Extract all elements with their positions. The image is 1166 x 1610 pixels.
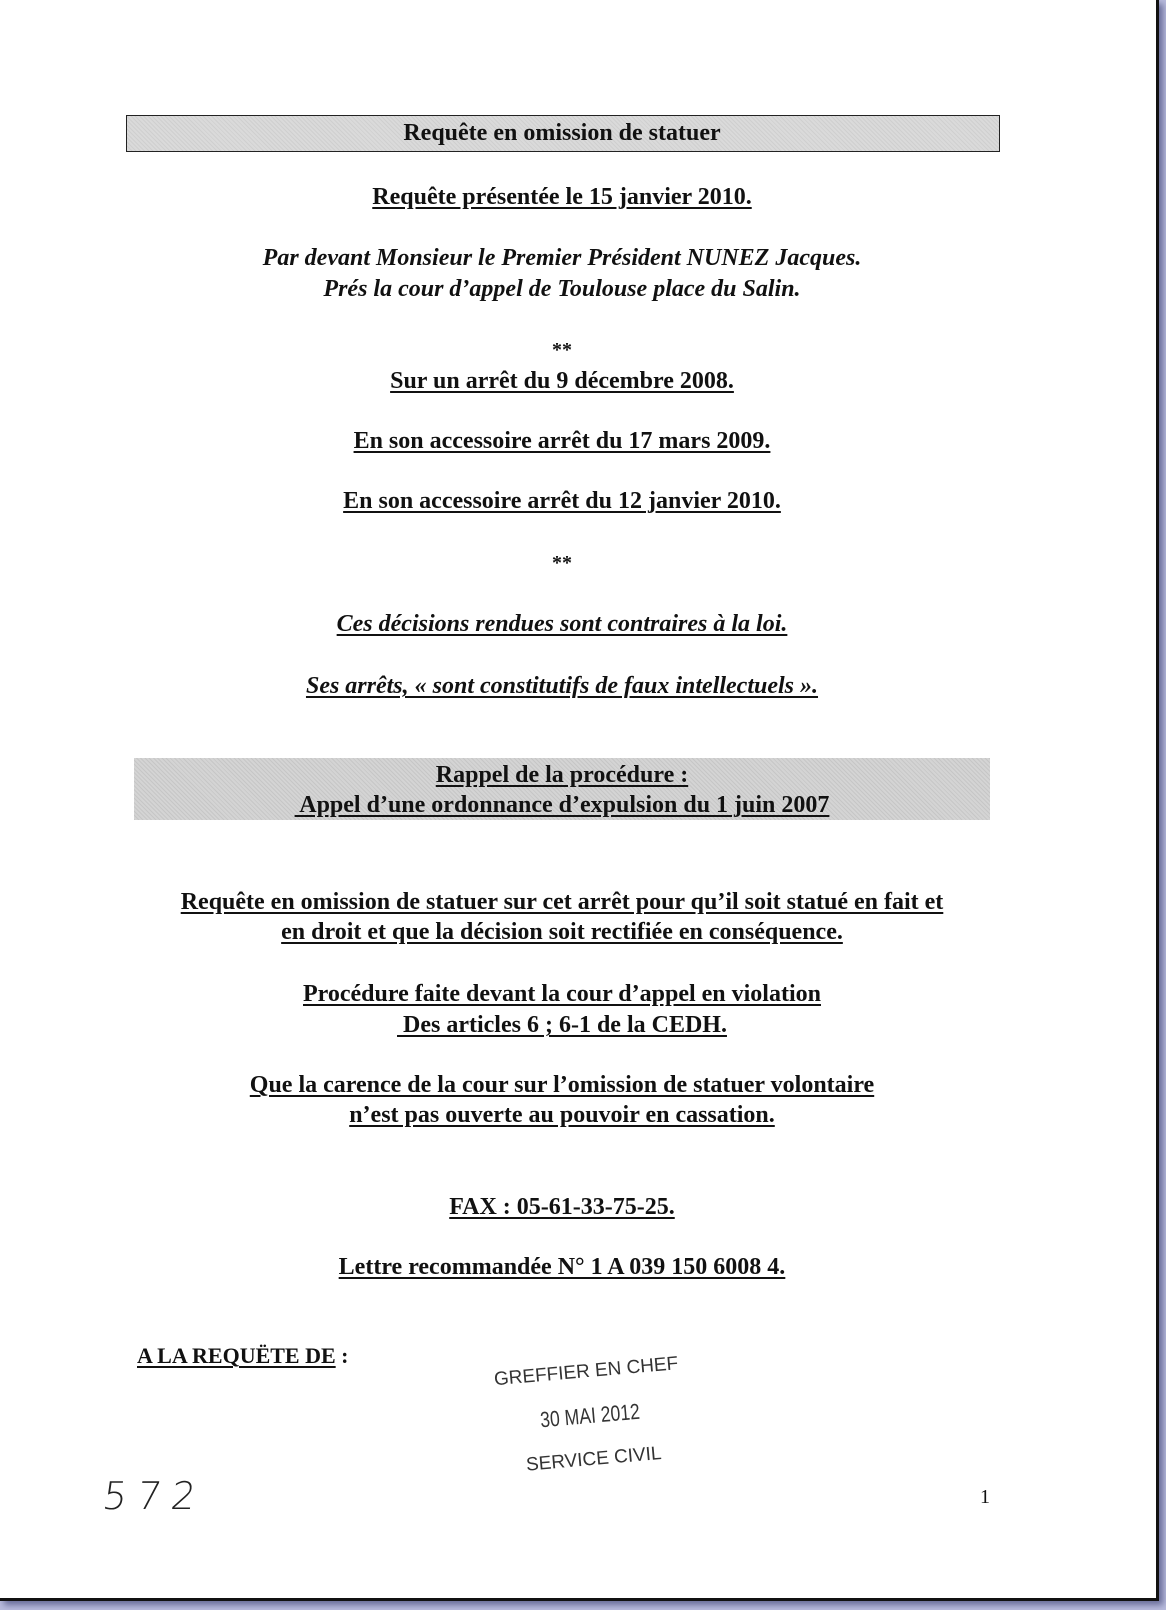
fax-line: FAX : 05-61-33-75-25. — [449, 1194, 675, 1220]
decision-2: En son accessoire arrêt du 17 mars 2009. — [353, 428, 771, 454]
addressee-line-2: Prés la cour d’appel de Toulouse place du Salin. — [323, 276, 801, 302]
document-title: Requête en omission de statuer — [403, 120, 721, 146]
decision-1: Sur un arrêt du 9 décembre 2008. — [390, 368, 734, 394]
registered-letter-line: Lettre recommandée N° 1 A 039 150 6008 4. — [338, 1254, 786, 1280]
stamp-line-1: GREFFIER EN CHEF — [493, 1353, 680, 1391]
procedure-heading: Rappel de la procédure : — [435, 762, 689, 788]
request-line-1: Requête en omission de statuer sur cet arrêt pour qu’il soit statué en fait et — [180, 889, 944, 915]
violation-line-2: Des articles 6 ; 6-1 de la CEDH. — [397, 1012, 727, 1038]
requester-label-text: A LA REQUËTE DE — [137, 1343, 336, 1368]
decision-3: En son accessoire arrêt du 12 janvier 2010. — [343, 488, 781, 514]
court-stamp — [455, 1339, 726, 1493]
violation-line-1: Procédure faite devant la cour d’appel en violation — [303, 981, 821, 1007]
carence-line-2: n’est pas ouverte au pouvoir en cassation. — [349, 1102, 775, 1128]
handwritten-number: 572 — [99, 1474, 209, 1518]
claim-1: Ces décisions rendues sont contraires à la loi. — [336, 611, 788, 637]
separator: ** — [552, 339, 572, 361]
addressee-line-1: Par devant Monsieur le Premier Président NUNEZ Jacques. — [262, 245, 862, 271]
requester-label — [137, 1343, 349, 1369]
stamp-date: 30 MAI 2012 — [539, 1398, 641, 1433]
separator: ** — [552, 552, 572, 574]
request-line-2: en droit et que la décision soit rectifiée en conséquence. — [281, 919, 843, 945]
stamp-line-3: SERVICE CIVIL — [525, 1442, 663, 1476]
date-line: Requête présentée le 15 janvier 2010. — [372, 184, 752, 210]
claim-2: Ses arrêts, « sont constitutifs de faux intellectuels ». — [305, 673, 819, 699]
procedure-appeal: Appel d’une ordonnance d’expulsion du 1 juin 2007 — [294, 792, 830, 818]
page-number: 1 — [980, 1486, 990, 1508]
carence-line-1: Que la carence de la cour sur l’omission de statuer volontaire — [249, 1072, 875, 1098]
requester-colon: : — [335, 1343, 349, 1368]
